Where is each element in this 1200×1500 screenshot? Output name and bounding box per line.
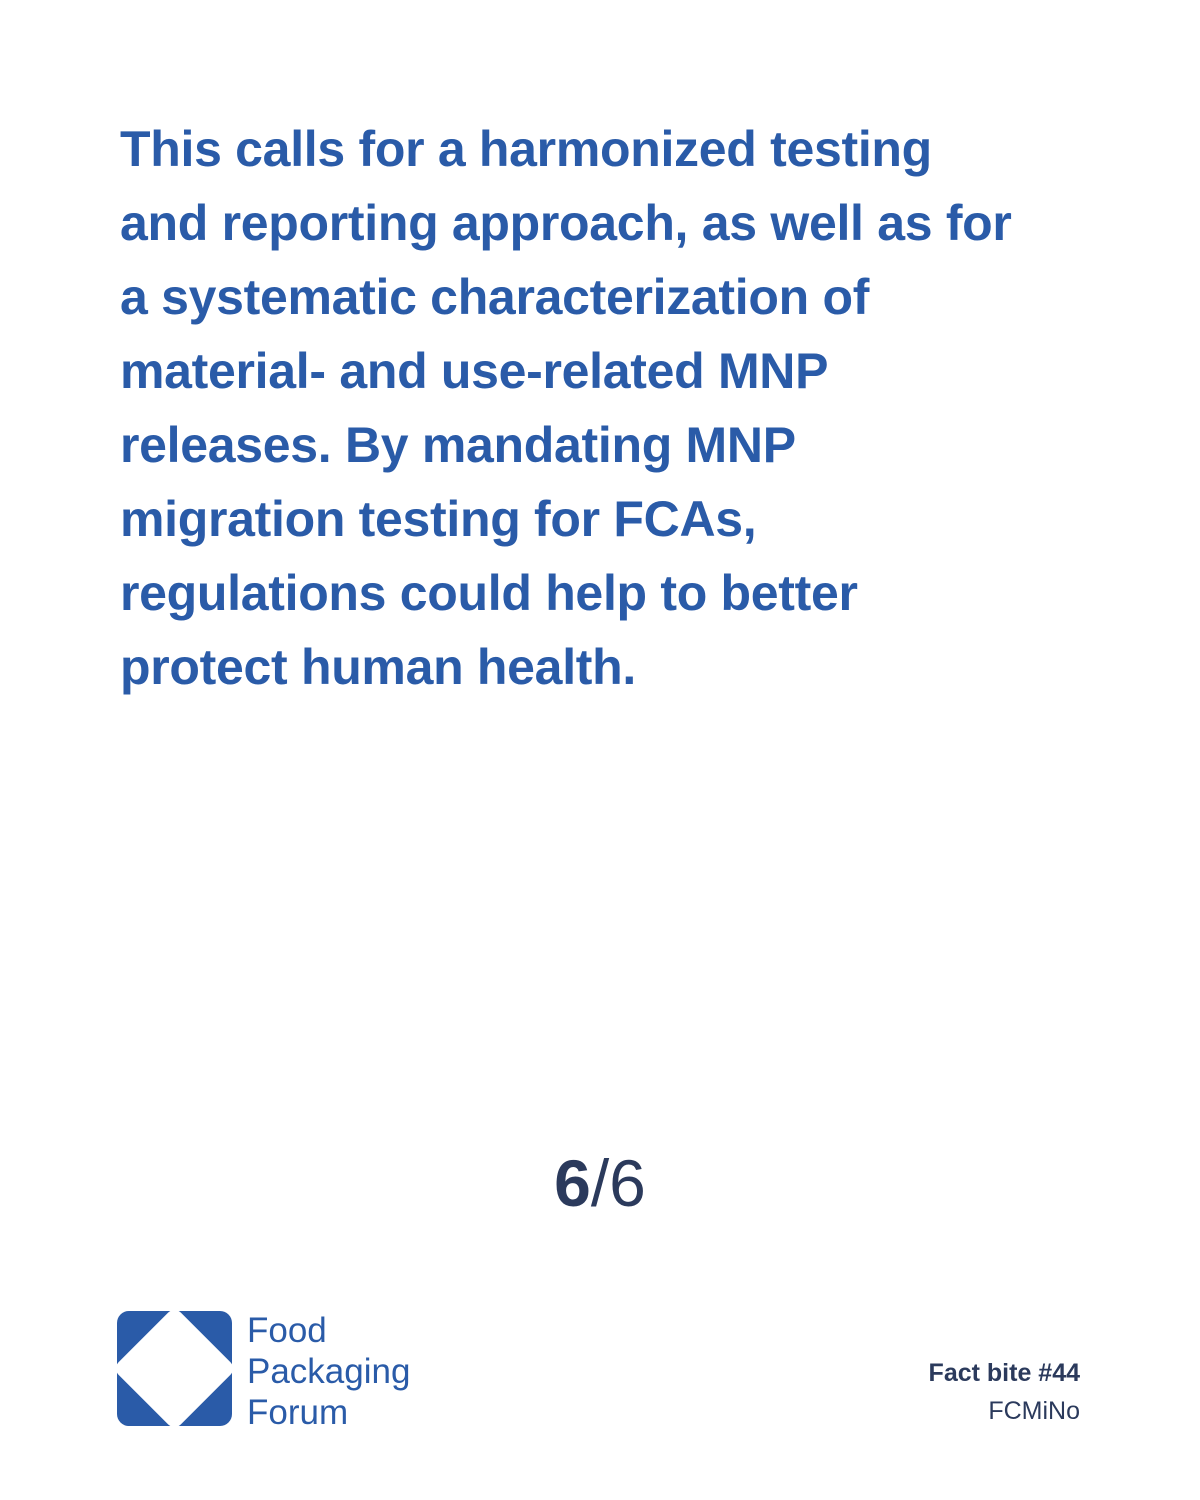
page-total: 6 — [609, 1146, 646, 1220]
statement-line: and reporting approach, as well as for — [120, 195, 1012, 251]
project-tag: FCMiNo — [988, 1397, 1080, 1425]
statement-line: releases. By mandating MNP — [120, 417, 796, 473]
brand-name-line: Food — [247, 1311, 327, 1350]
main-statement — [120, 112, 1100, 704]
statement-line: protect human health. — [120, 639, 636, 695]
brand-name-line: Packaging — [247, 1352, 411, 1391]
brand-name-line: Forum — [247, 1393, 349, 1432]
statement-line: This calls for a harmonized testing — [120, 121, 932, 177]
rounded-diamond-logo-icon — [117, 1311, 232, 1426]
statement-line: material- and use-related MNP — [120, 343, 829, 399]
footer-info — [929, 1354, 1080, 1430]
page-current: 6 — [554, 1146, 591, 1220]
brand-name — [247, 1310, 410, 1433]
statement-line: a systematic characterization of — [120, 269, 870, 325]
page-separator: / — [590, 1146, 610, 1220]
fact-bite-label: Fact bite #44 — [928, 1359, 1080, 1387]
statement-line: migration testing for FCAs, — [120, 491, 757, 547]
statement-line: regulations could help to better — [120, 565, 858, 621]
page-indicator — [0, 1145, 1200, 1221]
